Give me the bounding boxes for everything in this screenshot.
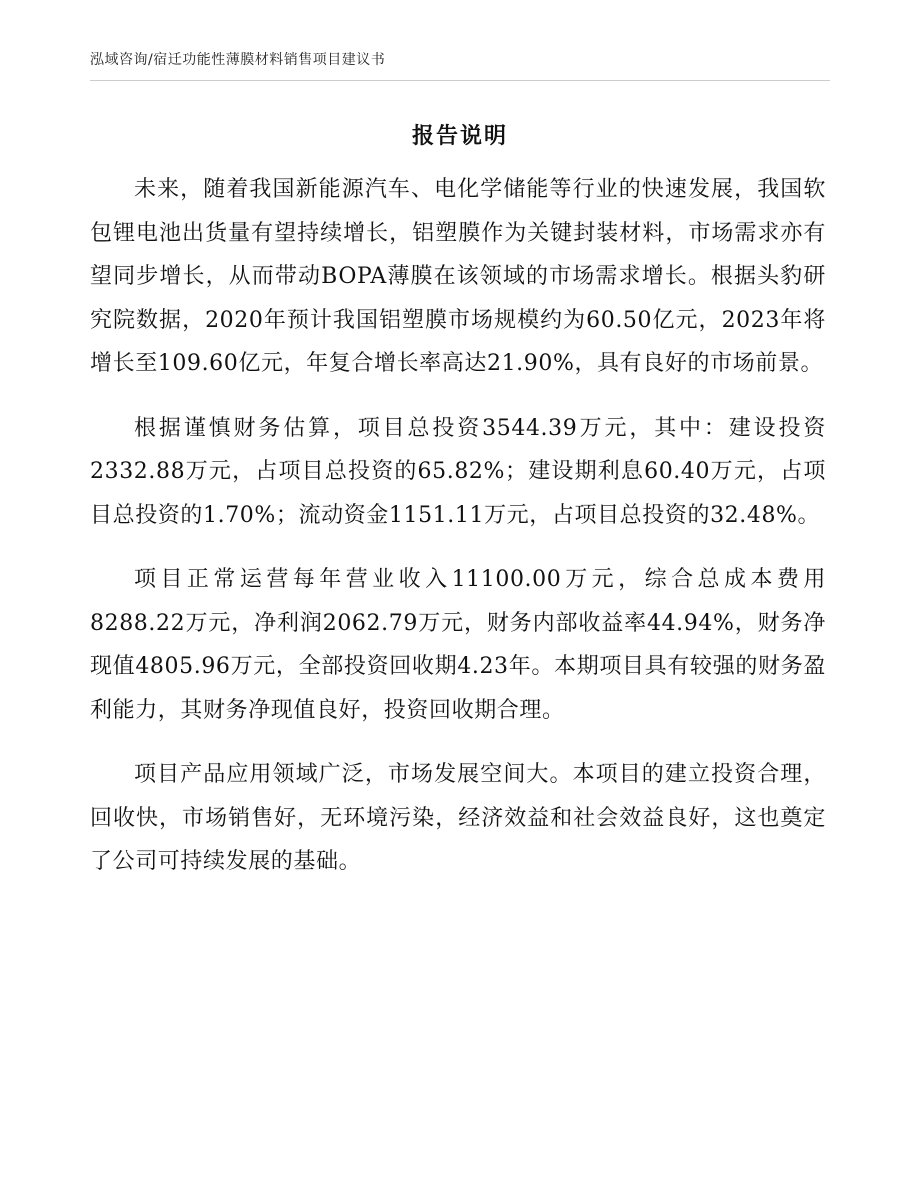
document-body bbox=[90, 168, 826, 905]
paragraph-investment-estimate: 根据谨慎财务估算，项目总投资3544.39万元，其中：建设投资2332.88万元，占项目总投资的65.82%；建设期利息60.40万元，占项目总投资的1.70%；流动资金1151.11万元，占项目总投资的32.48%。 bbox=[90, 415, 826, 528]
page-title: 报告说明 bbox=[411, 124, 508, 149]
paragraph-market-outlook: 未来，随着我国新能源汽车、电化学储能等行业的快速发展，我国软包锂电池出货量有望持续增长，铝塑膜作为关键封装材料，市场需求亦有望同步增长，从而带动BOPA薄膜在该领域的市场需求增长。根据头豹研究院数据，2020年预计我国铝塑膜市场规模约为60.50亿元，2023年将增长至109.60亿元，年复合增长率高达21.90%，具有良好的市场前景。 bbox=[90, 177, 826, 376]
running-header: 泓域咨询/宿迁功能性薄膜材料销售项目建议书 bbox=[90, 52, 386, 68]
paragraph-financial-returns: 项目正常运营每年营业收入11100.00万元，综合总成本费用8288.22万元，净利润2062.79万元，财务内部收益率44.94%，财务净现值4805.96万元，全部投资回收期4.23年。本期项目具有较强的财务盈利能力，其财务净现值良好，投资回收期合理。 bbox=[90, 567, 826, 723]
paragraph-conclusion: 项目产品应用领域广泛，市场发展空间大。本项目的建立投资合理，回收快，市场销售好，无环境污染，经济效益和社会效益良好，这也奠定了公司可持续发展的基础。 bbox=[90, 762, 826, 874]
header-divider bbox=[90, 80, 830, 81]
